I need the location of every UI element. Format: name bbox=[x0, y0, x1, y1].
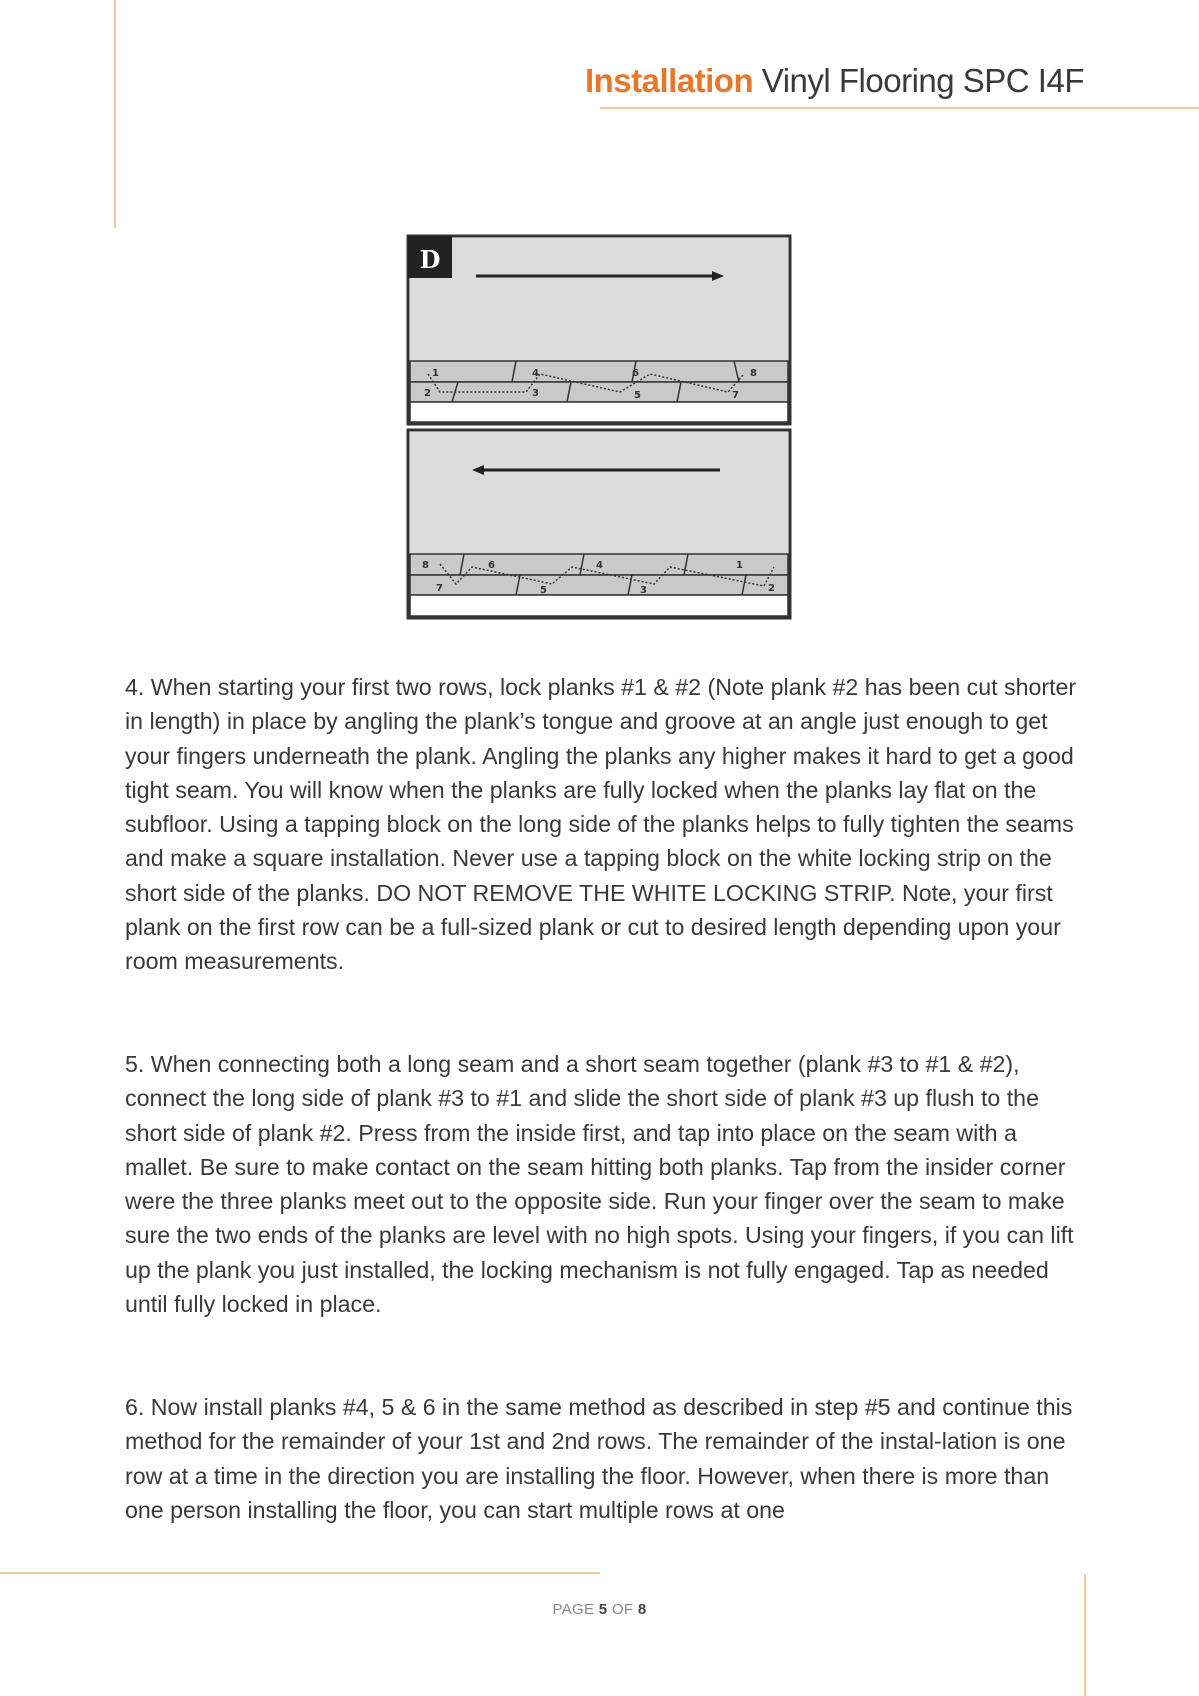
page-label: PAGE bbox=[552, 1601, 595, 1618]
header-title: Vinyl Flooring SPC I4F bbox=[761, 62, 1084, 99]
plank-number: 2 bbox=[768, 583, 775, 594]
diagram-bottom-panel bbox=[408, 430, 790, 618]
plank-number: 5 bbox=[540, 585, 547, 596]
decorative-vertical-rule-bottom bbox=[1084, 1574, 1086, 1696]
plank-number: 2 bbox=[424, 388, 431, 399]
plank-number: 1 bbox=[432, 368, 439, 379]
diagram-top-panel bbox=[408, 236, 790, 424]
paragraph-step-6: 6. Now install planks #4, 5 & 6 in the same method as described in step #5 and continue this method for the remainder of your 1st and 2nd rows. The remainder of the instal-lation is one row at a time in the direction you are installing the floor. However, when there is more than one person installing the floor, you can start multiple rows at one bbox=[125, 1394, 1073, 1523]
page-header bbox=[585, 62, 1084, 100]
plank-number: 1 bbox=[736, 560, 743, 571]
plank-number: 6 bbox=[488, 560, 495, 571]
plank-number: 7 bbox=[732, 390, 739, 401]
footer-rule bbox=[0, 1572, 600, 1574]
page-footer bbox=[0, 1601, 1199, 1618]
decorative-vertical-rule-top bbox=[114, 0, 116, 228]
plank-number: 8 bbox=[750, 368, 757, 379]
of-label: OF bbox=[611, 1601, 634, 1618]
paragraph-step-4: 4. When starting your first two rows, lock planks #1 & #2 (Note plank #2 has been cut shorter in length) in place by angling the plank’s tongue and groove at an angle just enough to get your fingers underneath the plank. Angling the planks any higher makes it hard to get a good tight seam. You will know when the planks are fully locked when the planks lay flat on the subfloor. Using a tapping block on the long side of the planks helps to fully tighten the seams and make a square installation. Never use a tapping block on the white locking strip on the short side of the planks. DO NOT REMOVE THE WHITE LOCKING STRIP. Note, your first plank on the first row can be a full-sized plank or cut to desired length depending upon your room measurements. bbox=[125, 674, 1077, 975]
plank-number: 5 bbox=[634, 390, 641, 401]
plank-number: 4 bbox=[532, 368, 539, 379]
diagram-label: D bbox=[419, 245, 441, 274]
header-accent-title: Installation bbox=[584, 62, 754, 99]
header-underline bbox=[600, 107, 1199, 109]
plank-number: 3 bbox=[532, 388, 539, 399]
plank-number: 8 bbox=[422, 560, 429, 571]
plank-number: 6 bbox=[632, 368, 639, 379]
plank-number: 3 bbox=[640, 585, 647, 596]
page-total: 8 bbox=[637, 1601, 647, 1618]
installation-diagram bbox=[406, 234, 792, 620]
page-current: 5 bbox=[598, 1601, 608, 1618]
plank-number: 4 bbox=[596, 560, 603, 571]
plank-number: 7 bbox=[436, 583, 443, 594]
paragraph-step-5: 5. When connecting both a long seam and a short seam together (plank #3 to #1 & #2), connect the long side of plank #3 to #1 and slide the short side of plank #3 up flush to the short side of plank #2. Press from the inside first, and tap into place on the seam with a mallet. Be sure to make contact on the seam hitting both planks. Tap from the insider corner were the three planks meet out to the opposite side. Run your finger over the seam to make sure the two ends of the planks are level with no high spots. Using your fingers, if you can lift up the plank you just installed, the locking mechanism is not fully engaged. Tap as needed until fully locked in place. bbox=[125, 1051, 1074, 1318]
